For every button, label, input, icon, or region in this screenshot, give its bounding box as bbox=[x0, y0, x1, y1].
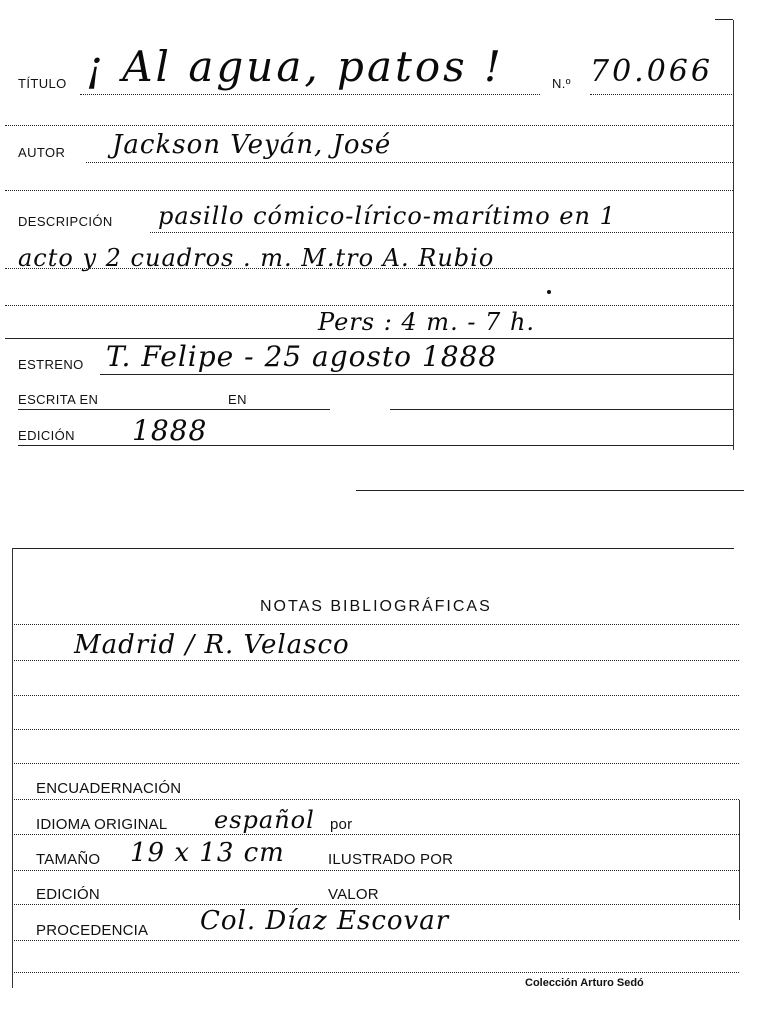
bottom-card-right-edge bbox=[739, 800, 740, 920]
escrita-line-1 bbox=[18, 409, 330, 410]
escrita-en-en-label: EN bbox=[228, 392, 247, 407]
notas-note: Madrid / R. Velasco bbox=[74, 630, 350, 660]
tamano-value: 19 x 13 cm bbox=[130, 838, 285, 868]
numero-value: 70.066 bbox=[590, 54, 713, 89]
notas-line-1 bbox=[14, 624, 739, 625]
estreno-label: ESTRENO bbox=[18, 357, 84, 372]
valor-label: VALOR bbox=[328, 886, 379, 903]
escrita-line-2 bbox=[390, 409, 733, 410]
numero-label: N.º bbox=[552, 76, 571, 91]
edicion-line bbox=[18, 445, 733, 446]
tamano-line bbox=[14, 870, 739, 871]
descripcion-line2: acto y 2 cuadros . m. M.tro A. Rubio bbox=[18, 244, 495, 272]
idioma-por-label: por bbox=[330, 816, 353, 833]
autor-value: Jackson Veyán, José bbox=[112, 130, 392, 160]
encuadernacion-label: ENCUADERNACIÓN bbox=[36, 780, 182, 797]
ilustrado-label: ILUSTRADO POR bbox=[328, 851, 454, 868]
footer-collection: Colección Arturo Sedó bbox=[525, 977, 644, 989]
descripcion-line-a bbox=[150, 232, 733, 233]
rule-1 bbox=[5, 125, 733, 126]
numero-line bbox=[590, 94, 732, 95]
notas-heading: NOTAS BIBLIOGRÁFICAS bbox=[260, 598, 492, 615]
top-card-corner bbox=[715, 19, 733, 20]
rule-2 bbox=[5, 190, 733, 191]
idioma-line bbox=[14, 834, 739, 835]
descripcion-line-d bbox=[5, 338, 733, 339]
top-card-bottom-edge bbox=[356, 490, 744, 491]
notas-line-3 bbox=[14, 695, 739, 696]
edicion2-line bbox=[14, 904, 739, 905]
descripcion-line3: Pers : 4 m. - 7 h. bbox=[318, 308, 536, 336]
titulo-line bbox=[80, 94, 540, 95]
descripcion-label: DESCRIPCIÓN bbox=[18, 214, 113, 229]
notas-line-4 bbox=[14, 729, 739, 730]
estreno-value: T. Felipe - 25 agosto 1888 bbox=[106, 340, 498, 373]
edicion2-label: EDICIÓN bbox=[36, 886, 100, 903]
notas-line-5 bbox=[14, 763, 739, 764]
edicion-value: 1888 bbox=[132, 414, 208, 447]
autor-line bbox=[86, 162, 733, 163]
escrita-en-label: ESCRITA EN bbox=[18, 392, 99, 407]
procedencia-line bbox=[14, 940, 739, 941]
titulo-label: TÍTULO bbox=[18, 76, 67, 91]
idioma-value: español bbox=[214, 806, 315, 834]
descripcion-line-c bbox=[5, 305, 733, 306]
descripcion-line-b bbox=[5, 268, 733, 269]
bottom-card-left-edge bbox=[12, 548, 13, 988]
edicion-label: EDICIÓN bbox=[18, 428, 75, 443]
notas-line-2 bbox=[14, 660, 739, 661]
bottom-line bbox=[14, 972, 739, 973]
encuadernacion-line bbox=[14, 799, 739, 800]
estreno-line bbox=[100, 374, 733, 375]
top-card-right-border bbox=[733, 20, 734, 450]
descripcion-line1: pasillo cómico-lírico-marítimo en 1 bbox=[158, 202, 616, 230]
speck bbox=[547, 290, 551, 294]
procedencia-label: PROCEDENCIA bbox=[36, 922, 149, 939]
procedencia-value: Col. Díaz Escovar bbox=[200, 906, 450, 936]
bottom-card-top-edge bbox=[12, 548, 734, 549]
idioma-label: IDIOMA ORIGINAL bbox=[36, 816, 168, 833]
tamano-label: TAMAÑO bbox=[36, 851, 101, 868]
titulo-value: ¡ Al agua, patos ! bbox=[86, 42, 504, 91]
autor-label: AUTOR bbox=[18, 145, 66, 160]
